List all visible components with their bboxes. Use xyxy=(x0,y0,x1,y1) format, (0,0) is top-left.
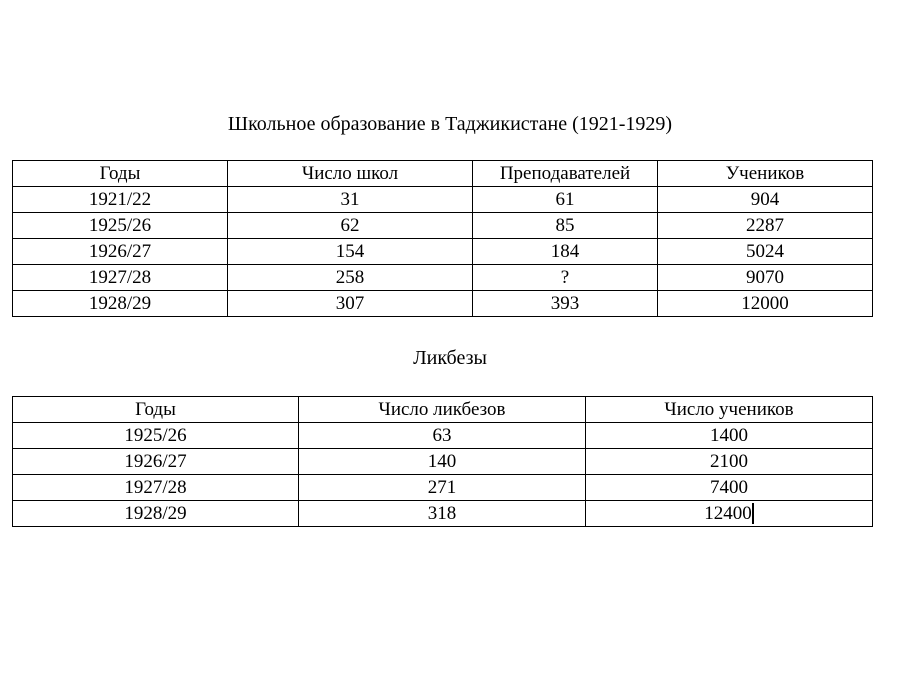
table-cell: 1927/28 xyxy=(13,475,299,501)
likbez-table-title: Ликбезы xyxy=(413,347,487,369)
table-row xyxy=(13,449,873,475)
table-cell: 5024 xyxy=(658,239,873,265)
table-cell: 1928/29 xyxy=(13,291,228,317)
table-cell: 1926/27 xyxy=(13,449,299,475)
header-cell-years: Годы xyxy=(13,161,228,187)
table-cell: 1927/28 xyxy=(13,265,228,291)
table-cell: 2287 xyxy=(658,213,873,239)
table-cell: 1921/22 xyxy=(13,187,228,213)
table-cell: ? xyxy=(473,265,658,291)
table-row xyxy=(13,213,873,239)
table-row xyxy=(13,239,873,265)
table-cell: 61 xyxy=(473,187,658,213)
table-cell: 31 xyxy=(228,187,473,213)
table-header-row xyxy=(13,161,873,187)
table-cell: 1926/27 xyxy=(13,239,228,265)
table-cell: 271 xyxy=(299,475,586,501)
table-cell: 7400 xyxy=(586,475,873,501)
table-cell: 1925/26 xyxy=(13,423,299,449)
table-cell: 1925/26 xyxy=(13,213,228,239)
table-cell: 63 xyxy=(299,423,586,449)
table-row xyxy=(13,475,873,501)
table-cell: 1928/29 xyxy=(13,501,299,527)
schools-table xyxy=(12,160,873,317)
table-header-row xyxy=(13,397,873,423)
table-cell: 140 xyxy=(299,449,586,475)
table-cell: 12000 xyxy=(658,291,873,317)
table-cell: 184 xyxy=(473,239,658,265)
table-row xyxy=(13,187,873,213)
table-row xyxy=(13,291,873,317)
table-row xyxy=(13,265,873,291)
header-cell-likbez-count: Число ликбезов xyxy=(299,397,586,423)
header-cell-students: Учеников xyxy=(658,161,873,187)
table-cell: 1400 xyxy=(586,423,873,449)
table-cell: 2100 xyxy=(586,449,873,475)
schools-table-title: Школьное образование в Таджикистане (1921-1929) xyxy=(227,113,673,135)
table-cell: 85 xyxy=(473,213,658,239)
table-cell: 154 xyxy=(228,239,473,265)
table-cell[interactable] xyxy=(586,501,873,527)
header-cell-schools: Число школ xyxy=(228,161,473,187)
likbez-table xyxy=(12,396,873,527)
table-row xyxy=(13,501,873,527)
table-cell: 307 xyxy=(228,291,473,317)
table-cell: 9070 xyxy=(658,265,873,291)
table-cell: 258 xyxy=(228,265,473,291)
table-row xyxy=(13,423,873,449)
header-cell-student-count: Число учеников xyxy=(586,397,873,423)
header-cell-teachers: Преподавателей xyxy=(473,161,658,187)
table-cell: 318 xyxy=(299,501,586,527)
text-cursor-cell[interactable]: 12400 xyxy=(704,502,752,524)
table-cell: 62 xyxy=(228,213,473,239)
header-cell-years: Годы xyxy=(13,397,299,423)
table-cell: 393 xyxy=(473,291,658,317)
table-cell: 904 xyxy=(658,187,873,213)
